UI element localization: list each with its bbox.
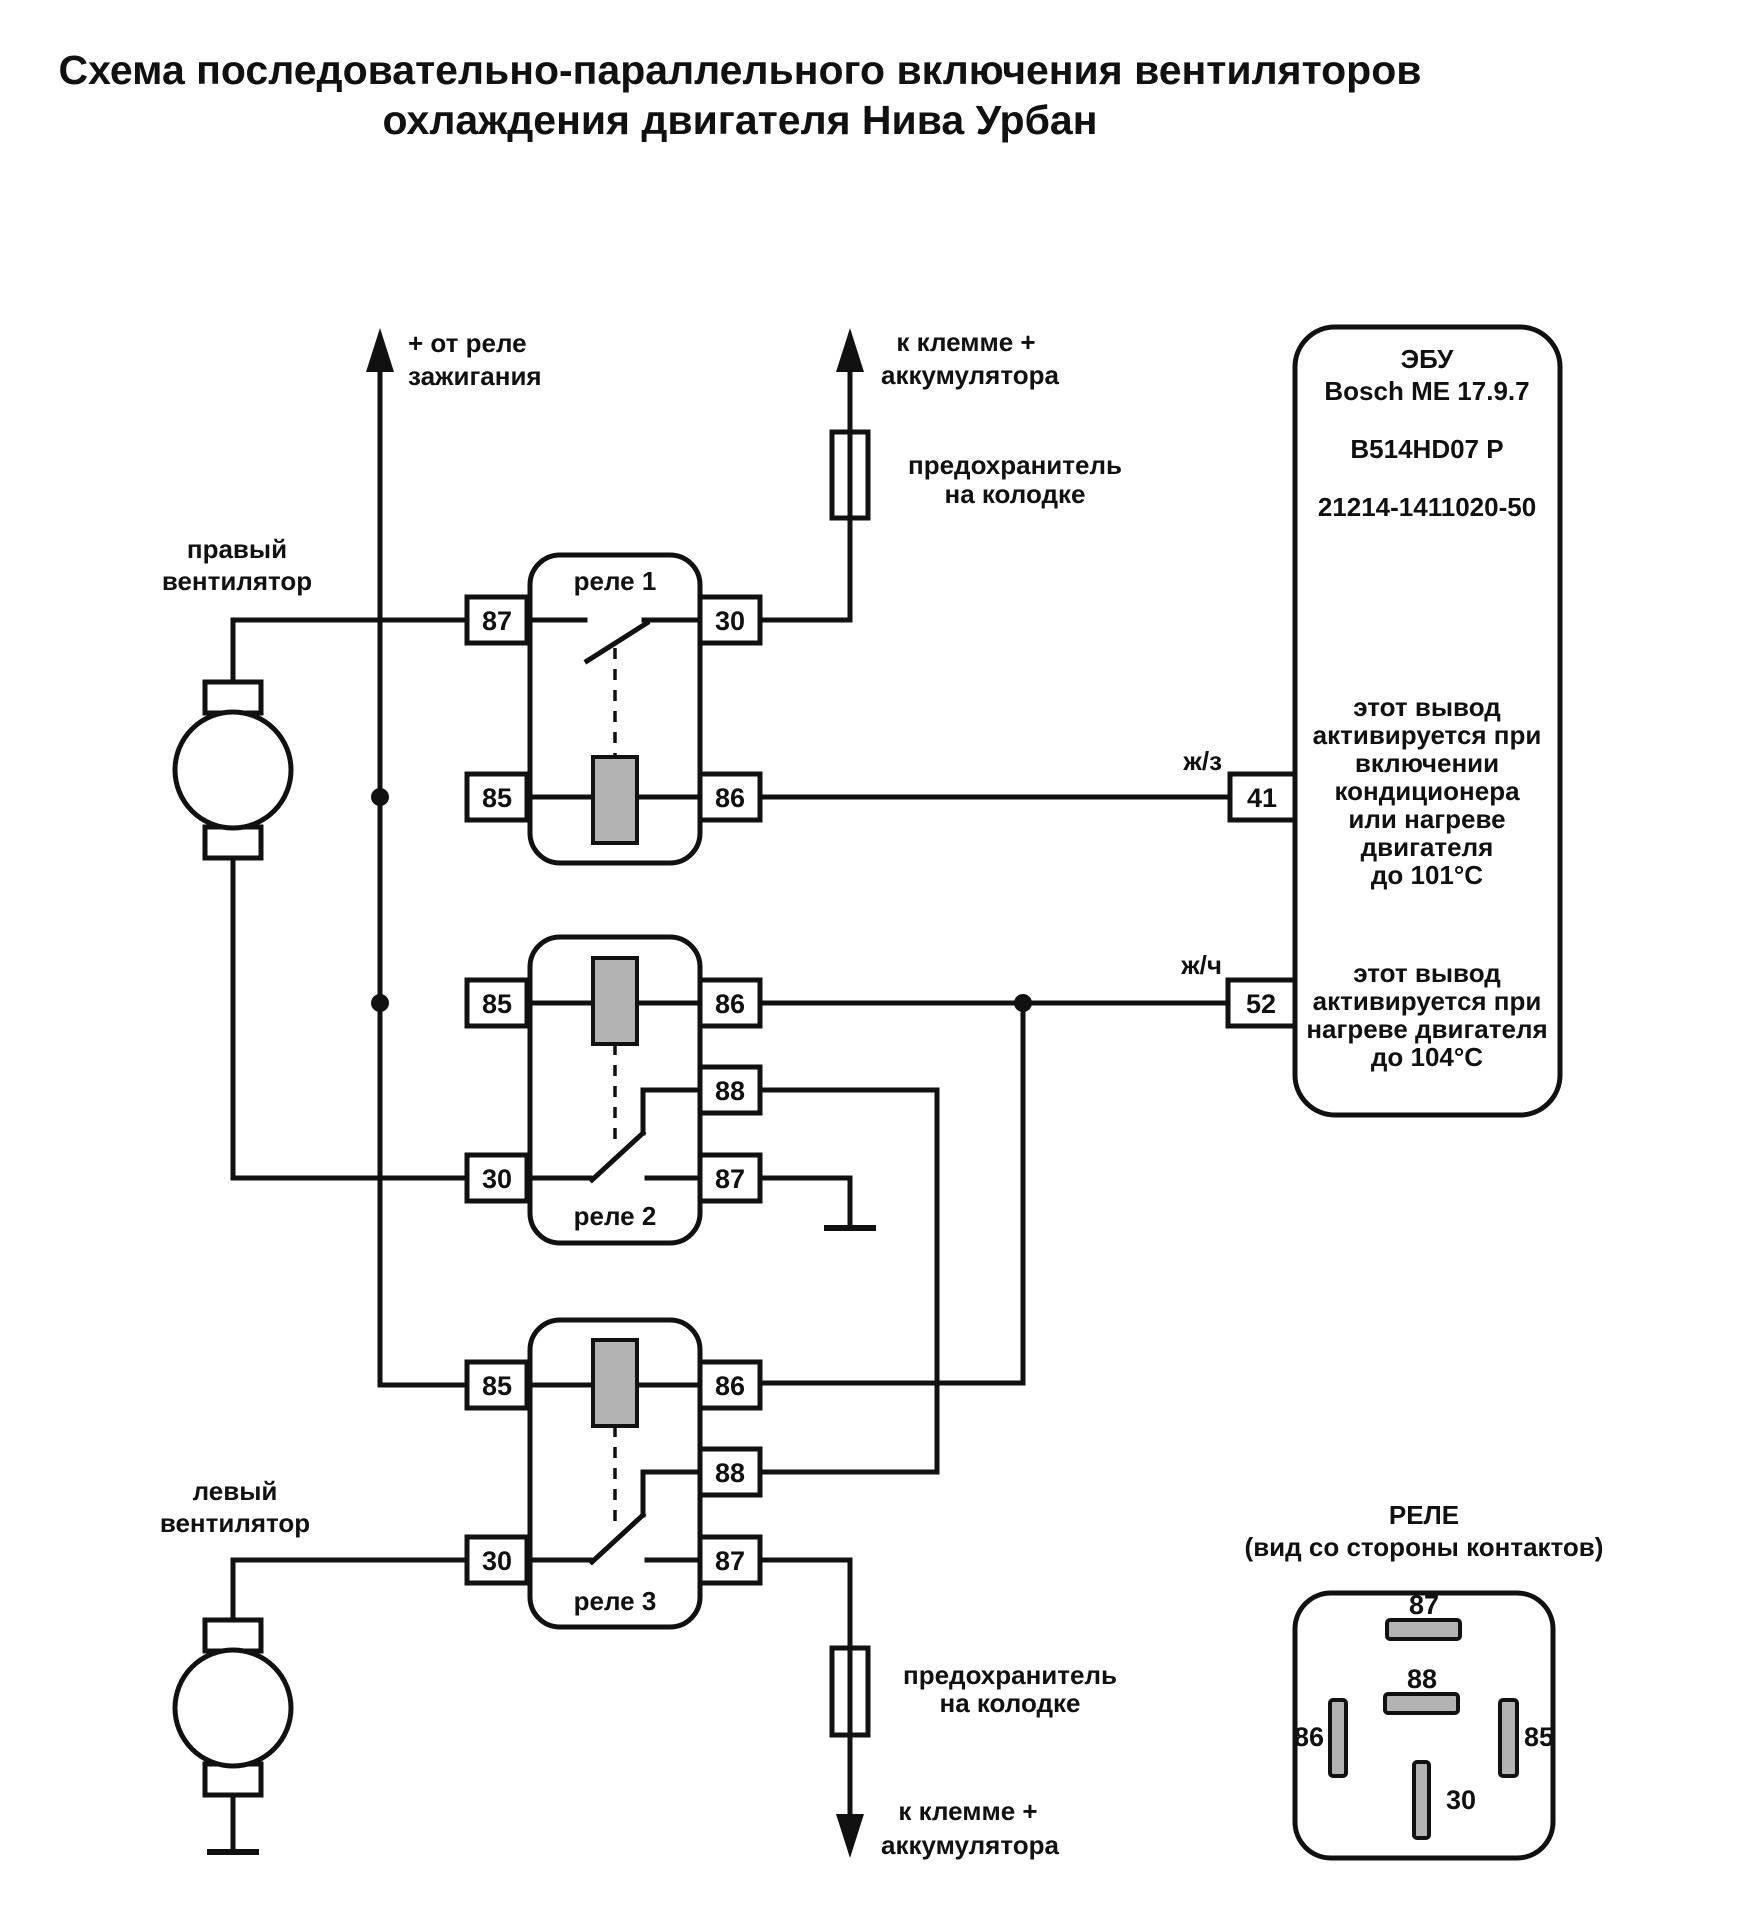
pin-label: 41 <box>1246 783 1278 813</box>
pinout-pin-label-85: 85 <box>1524 1722 1555 1752</box>
ecu-pin52-desc: этот вывод <box>1353 958 1501 988</box>
ecu-pin41-desc: или нагреве <box>1348 804 1506 834</box>
fuse-top-label-line2: на колодке <box>944 479 1086 509</box>
ignition-label-line1: + от реле <box>408 328 527 358</box>
left-fan-label-line2: вентилятор <box>159 1508 311 1538</box>
relay1-name: реле 1 <box>573 566 657 596</box>
coil-symbol <box>593 757 637 843</box>
relay1-30-wire <box>760 370 850 620</box>
battery-bottom-label-line2: аккумулятора <box>881 1830 1059 1860</box>
fuse-bottom-label-line1: предохранитель <box>903 1660 1117 1690</box>
battery-top-label-line2: аккумулятора <box>881 360 1059 390</box>
pin-label: 86 <box>714 1371 746 1401</box>
ecu-pin52-desc: до 104°С <box>1370 1042 1484 1072</box>
ignition-feed <box>366 328 542 1385</box>
pinout-blade-86 <box>1330 1700 1346 1776</box>
ecu-code-2: 21214-1411020-50 <box>1317 492 1537 522</box>
pin-label: 30 <box>714 606 746 636</box>
motor-terminal <box>205 827 261 858</box>
relay3-87-wire <box>760 1560 850 1816</box>
ecu-title: ЭБУ <box>1400 344 1454 374</box>
ecu-wires <box>760 797 1230 1472</box>
arrow-down-icon <box>836 1814 864 1858</box>
ecu-pin52-desc: активируется при <box>1312 986 1542 1016</box>
diagram-title <box>59 47 1422 143</box>
pin-label: 85 <box>481 1371 513 1401</box>
relay1 <box>467 555 760 863</box>
pinout-pin-label-30: 30 <box>1446 1785 1477 1815</box>
pinout-blade-85 <box>1500 1700 1517 1776</box>
pin-label: 85 <box>481 783 513 813</box>
left-fan <box>160 1476 467 1852</box>
pin-label: 86 <box>714 989 746 1019</box>
pinout-blade-30 <box>1414 1762 1429 1838</box>
battery-feed-bottom <box>760 1560 1117 1860</box>
motor-symbol <box>175 712 291 828</box>
contact-step-lead <box>643 1090 700 1133</box>
fuse-bottom-label-line2: на колодке <box>939 1688 1081 1718</box>
pinout-pin-label-86: 86 <box>1293 1722 1324 1752</box>
ecu-pin41-desc: этот вывод <box>1353 692 1501 722</box>
ecu-pin41-desc: включении <box>1354 748 1500 778</box>
pin-label: 88 <box>714 1458 746 1488</box>
right-fan-label-line2: вентилятор <box>161 566 313 596</box>
ecu-pin52-desc: нагреве двигателя <box>1306 1014 1548 1044</box>
motor-terminal <box>205 682 261 713</box>
pin-label: 85 <box>481 989 513 1019</box>
right-fan-bottom-wire <box>233 850 467 1178</box>
ecu-pin41-desc: кондиционера <box>1334 776 1520 806</box>
motor-symbol <box>175 1650 291 1766</box>
ecu-code-1: B514HD07 P <box>1350 434 1504 464</box>
fuse-top-label-line1: предохранитель <box>908 450 1122 480</box>
pinout-title-line2: (вид со стороны контактов) <box>1244 1532 1604 1562</box>
ignition-label-line2: зажигания <box>408 361 542 391</box>
junction-dot <box>371 994 389 1012</box>
relay2-87-wire <box>760 1178 850 1228</box>
ecu-pin41-desc: до 101°С <box>1370 860 1484 890</box>
ecu-block <box>1180 327 1560 1115</box>
junction-dot <box>371 788 389 806</box>
relay2-name: реле 2 <box>573 1201 657 1231</box>
branch-to-relay3-86-wire <box>760 1003 1023 1383</box>
pin-label: 87 <box>714 1546 746 1576</box>
relay2-88-to-relay3-88-wire <box>760 1090 937 1472</box>
pin-label: 88 <box>714 1076 746 1106</box>
pin-label: 30 <box>481 1164 513 1194</box>
switch-blade <box>592 1515 643 1562</box>
pin-label: 87 <box>481 606 513 636</box>
ecu-pin41-desc: активируется при <box>1312 720 1542 750</box>
motor-terminal <box>205 1620 261 1651</box>
pinout-pin-label-88: 88 <box>1406 1664 1438 1694</box>
coil-symbol <box>593 958 637 1044</box>
battery-feed-top <box>760 327 1122 620</box>
right-fan <box>162 534 467 1178</box>
battery-top-label-line1: к клемме + <box>896 327 1036 357</box>
ignition-bus-wire <box>380 368 467 1385</box>
right-fan-label-line1: правый <box>186 534 288 564</box>
relay-pinout-legend <box>1245 1500 1604 1858</box>
pinout-pin-label-87: 87 <box>1408 1590 1440 1620</box>
battery-bottom-label-line1: к клемме + <box>898 1796 1038 1826</box>
pin-label: 30 <box>481 1546 513 1576</box>
arrow-up-icon <box>366 328 394 372</box>
ecu-model: Bosch ME 17.9.7 <box>1324 376 1530 406</box>
pinout-title-line1: РЕЛЕ <box>1388 1500 1460 1530</box>
switch-blade <box>592 1133 643 1180</box>
title-line-2: охлаждения двигателя Нива Урбан <box>382 97 1098 143</box>
motor-terminal <box>205 1764 261 1795</box>
pin-label: 86 <box>714 783 746 813</box>
relay3 <box>467 1320 760 1627</box>
title-line-1: Схема последовательно-параллельного включения вентиляторов <box>58 47 1422 93</box>
pin-label: 52 <box>1245 989 1277 1019</box>
right-fan-top-wire <box>233 620 467 690</box>
pinout-blade-87 <box>1387 1620 1460 1639</box>
relay2-ground <box>760 1178 876 1228</box>
junction-dot <box>1014 994 1032 1012</box>
contact-step-lead <box>643 1472 700 1515</box>
left-fan-top-wire <box>233 1560 467 1628</box>
pin-label: 87 <box>714 1164 746 1194</box>
arrow-up-icon <box>836 328 864 372</box>
ecu-pin41-desc: двигателя <box>1360 832 1494 862</box>
left-fan-label-line1: левый <box>192 1476 278 1506</box>
relay3-name: реле 3 <box>573 1586 657 1616</box>
coil-symbol <box>593 1340 637 1426</box>
wire-color-label-41: ж/з <box>1183 746 1222 776</box>
wire-color-label-52: ж/ч <box>1181 950 1222 980</box>
relay2 <box>467 937 760 1243</box>
pinout-blade-88 <box>1385 1694 1458 1713</box>
switch-blade <box>587 623 647 661</box>
